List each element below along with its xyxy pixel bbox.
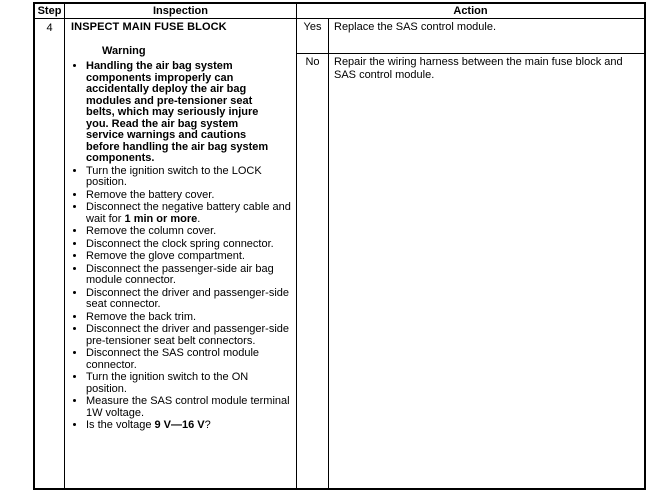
column-header-action: Action — [297, 4, 644, 19]
no-action-text: Repair the wiring harness between the main fuse block and SAS control module. — [334, 56, 623, 81]
list-item: • Measure the SAS control module terminal 1W voltage. — [86, 396, 292, 419]
column-header-inspection: Inspection — [65, 4, 297, 19]
list-item: • Disconnect the negative battery cable and wait for 1 min or more. — [86, 202, 292, 225]
list-item: • Disconnect the passenger-side air bag module connector. — [86, 264, 292, 287]
no-label: No — [297, 54, 329, 488]
inspection-cell — [65, 19, 297, 488]
procedure-list-battery — [71, 166, 292, 226]
list-item: • Remove the back trim. — [86, 312, 292, 324]
list-item: • Is the voltage 9 V—16 V? — [86, 420, 292, 432]
step-number-cell: 4 — [35, 19, 65, 488]
list-item: • Turn the ignition switch to the LOCK position. — [86, 166, 292, 189]
list-item: • Disconnect the driver and passenger-side seat connector. — [86, 288, 292, 311]
decision-area — [297, 19, 644, 488]
procedure-list-connectors — [71, 226, 292, 287]
inspection-action-table — [33, 2, 646, 490]
column-header-step: Step — [35, 4, 65, 19]
list-item: • Handling the air bag system components improperly can accidentally deploy the air bag modules and pre-tensioner seat belts, which may seriously injure you. Read the air bag system service warnings and cautions before handling the air bag system components. — [86, 61, 272, 165]
list-item: • Disconnect the clock spring connector. — [86, 239, 292, 251]
procedure-list-measurement — [71, 288, 292, 432]
warning-bullet-list — [71, 61, 272, 165]
list-item: • Remove the glove compartment. — [86, 251, 292, 263]
list-item: • Turn the ignition switch to the ON position. — [86, 372, 292, 395]
list-item: • Disconnect the driver and passenger-side pre-tensioner seat belt connectors. — [86, 324, 292, 347]
warning-heading: Warning — [102, 45, 146, 57]
yes-label: Yes — [297, 19, 329, 54]
yes-action-text: Replace the SAS control module. — [329, 19, 644, 54]
list-item: • Remove the battery cover. — [86, 190, 292, 202]
inspection-title: INSPECT MAIN FUSE BLOCK — [71, 21, 227, 33]
list-item: • Disconnect the SAS control module connector. — [86, 348, 292, 371]
list-item: • Remove the column cover. — [86, 226, 292, 238]
